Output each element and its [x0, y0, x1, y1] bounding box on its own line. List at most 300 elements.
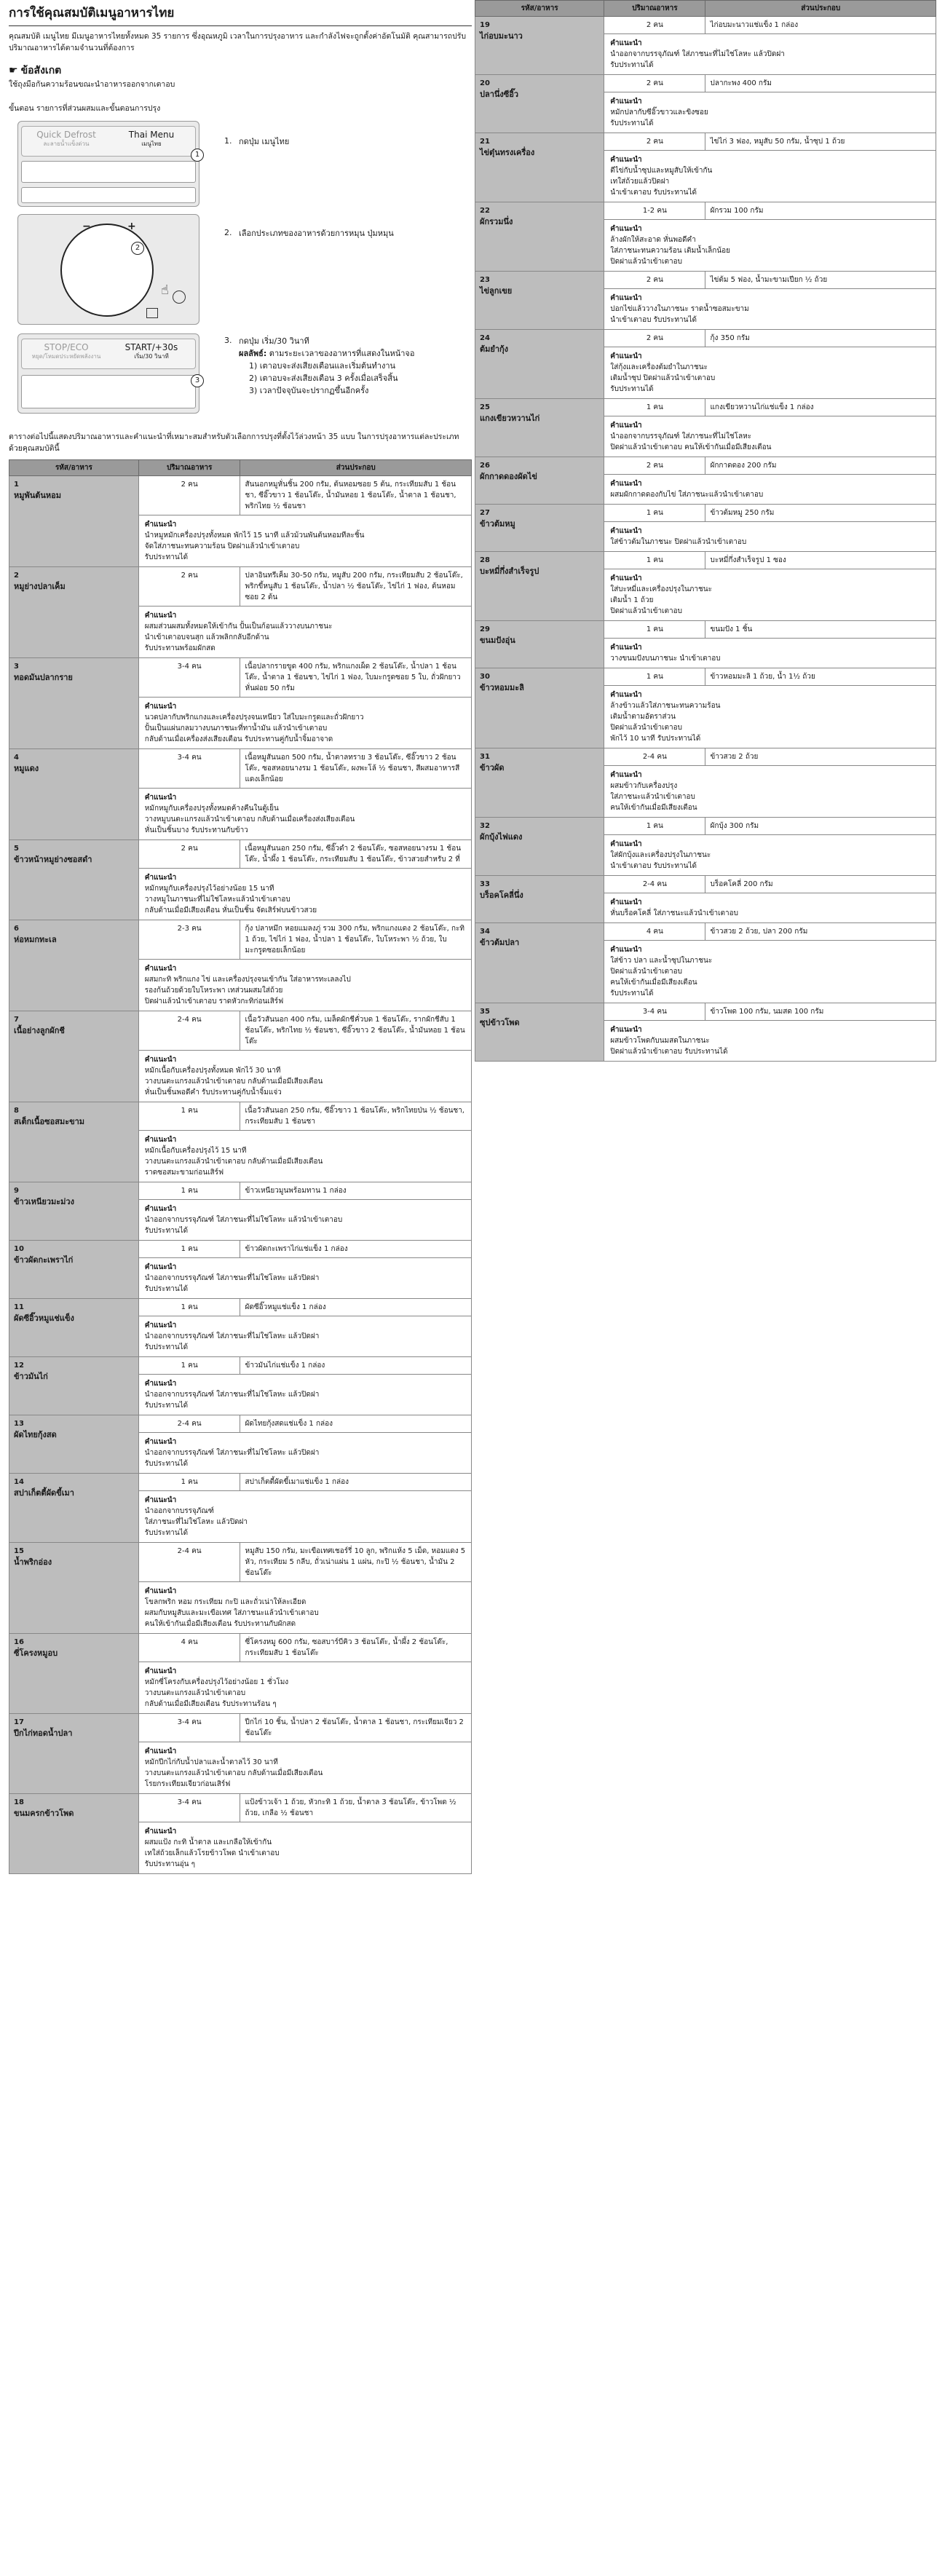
menu-name: ขนมครกข้าวโพด — [14, 1809, 74, 1819]
col-header-ingredients: ส่วนประกอบ — [240, 460, 472, 476]
menu-ingredients: สปาเก็ตตี้ผัดขี้เมาแช่แข็ง 1 กล่อง — [240, 1474, 472, 1491]
menu-number: 10 — [14, 1245, 24, 1254]
instruction-line: คนให้เข้ากันเมื่อมีเสียงเตือน — [610, 979, 697, 987]
instruction-line: ผสมส่วนผสมทั้งหมดให้เข้ากัน ปั้นเป็นก้อนแล้ววางบนภาชนะ — [144, 623, 333, 631]
instruction-line: หั่นเป็นชิ้นพอดีคำ รับประทานคู่กับน้ำจิ้มแจ่ว — [144, 1089, 282, 1097]
menu-name: หมูย่างปลาเค็ม — [14, 582, 66, 592]
menu-amount: 1 คน — [138, 1182, 240, 1200]
instruction-heading: คำแนะนำ — [144, 1321, 177, 1330]
instruction-line: นำออกจากบรรจุภัณฑ์ — [144, 1507, 214, 1516]
menu-amount: 4 คน — [138, 1634, 240, 1662]
instruction-line: นำเข้าเตาอบ รับประทานได้ — [610, 316, 697, 324]
instruction-line: โรยกระเทียมเจียวก่อนเสิร์ฟ — [144, 1780, 231, 1789]
menu-amount: 3-4 คน — [138, 749, 240, 789]
menu-name: ข้าวผัดกะเพราไก่ — [14, 1255, 74, 1265]
instruction-line: ปิดฝาแล้วนำเข้าเตาอบ คนให้เข้ากันเมื่อมีเสียงเตือน — [610, 443, 772, 451]
menu-instructions — [604, 475, 936, 505]
instruction-heading: คำแนะนำ — [144, 612, 177, 620]
menu-name: สปาเก็ตตี้ผัดขี้เมา — [14, 1488, 74, 1498]
menu-ingredients: ข้าวเหนียวมูนพร้อมทาน 1 กล่อง — [240, 1182, 472, 1200]
menu-name-cell — [475, 399, 604, 457]
menu-name: ซี่โครงหมูอบ — [14, 1648, 58, 1659]
menu-name: ผัดไทยกุ้งสด — [14, 1430, 57, 1440]
instruction-line: ปิดฝาแล้วนำเข้าเตาอบ — [610, 258, 682, 266]
intro-text: คุณสมบัติ เมนูไทย มีเมนูอาหารไทยทั้งหมด 35 รายการ ซึ่งอุณหภูมิ เวลาในการปรุงอาหาร และกำลังไฟจะถูกตั้งค่าอัตโนมัติ คุณสามารถปรับปริมาณอาหารได้ตามจำนวนที่ต้องการ — [9, 31, 467, 53]
menu-amount: 2-4 คน — [138, 1011, 240, 1051]
instruction-line: นำเข้าเตาอบ รับประทานได้ — [610, 862, 697, 870]
menu-instructions — [138, 869, 471, 920]
instruction-heading: คำแนะนำ — [144, 1136, 177, 1145]
instruction-heading: คำแนะนำ — [610, 527, 642, 535]
menu-row — [9, 1102, 472, 1131]
menu-row — [475, 748, 936, 766]
menu-name: น้ำพริกอ่อง — [14, 1557, 52, 1568]
menu-name-cell — [475, 876, 604, 923]
menu-number: 23 — [480, 276, 490, 284]
menu-row — [475, 818, 936, 835]
menu-name: หมูพันต้นหอม — [14, 491, 62, 501]
menu-name: บะหมี่กึ่งสำเร็จรูป — [480, 566, 539, 576]
finger-press-icon: ☝ — [161, 282, 169, 298]
menu-amount: 1-2 คน — [604, 202, 705, 220]
menu-name: ข้าวผัด — [480, 763, 505, 773]
menu-name: ข้าวหอมมะลิ — [480, 683, 524, 692]
menu-row — [475, 621, 936, 639]
menu-amount: 4 คน — [604, 923, 705, 941]
menu-number: 22 — [480, 207, 490, 215]
menu-amount: 2 คน — [604, 75, 705, 92]
instruction-line: นำเข้าเตาอบจนสุก แล้วพลิกกลับอีกด้าน — [144, 633, 269, 642]
menu-ingredients: ผักบุ้ง 300 กรัม — [705, 818, 936, 835]
instruction-heading: คำแนะนำ — [610, 98, 642, 106]
menu-name-cell — [9, 840, 139, 920]
instruction-line: รับประทานได้ — [144, 1529, 189, 1538]
menu-row — [475, 75, 936, 92]
menu-name: ไข่ตุ๋นทรงเครื่อง — [480, 148, 535, 157]
instruction-line: จัดใส่ภาชนะทนความร้อน ปิดฝาแล้วนำเข้าเตาอบ — [144, 542, 300, 551]
menu-number: 26 — [480, 462, 490, 470]
menu-instructions — [604, 34, 936, 75]
menu-name: ข้าวหน้าหมูย่างซอสดำ — [14, 855, 92, 865]
instruction-heading: คำแนะนำ — [610, 574, 642, 582]
instruction-heading: คำแนะนำ — [610, 156, 642, 164]
instruction-line: หั่นบร็อคโคลี่ ใส่ภาชนะแล้วนำเข้าเตาอบ — [610, 909, 739, 917]
menu-name: ข้าวต้มปลา — [480, 938, 520, 947]
menu-ingredients: ปลาอินทรีเค็ม 30-50 กรัม, หมูสับ 200 กรัม, กระเทียมสับ 2 ช้อนโต๊ะ, พริกขี้หนูสับ 1 ช้อนโต๊ะ, น้ำปลา ½ ช้อนโต๊ะ, ไข่ไก่ 1 ฟอง, ต้นหอมซอย 2 ต้น — [240, 567, 472, 607]
menu-amount: 1 คน — [604, 552, 705, 569]
menu-name-cell — [475, 923, 604, 1003]
menu-instructions — [138, 515, 471, 567]
instruction-line: ปิดฝาแล้วนำเข้าเตาอบ ราดหัวกะทิก่อนเสิร์ฟ — [144, 997, 284, 1006]
menu-row — [9, 749, 472, 789]
menu-amount: 2 คน — [604, 272, 705, 289]
menu-number: 29 — [480, 625, 490, 633]
menu-ingredients: ข้าวต้มหมู 250 กรัม — [705, 505, 936, 522]
menu-number: 31 — [480, 753, 490, 761]
instruction-line: นำออกจากบรรจุภัณฑ์ ใส่ภาชนะที่ไม่ใช่โลหะ แล้วปิดฝา — [144, 1391, 320, 1399]
instruction-line: รับประทานได้ — [610, 385, 654, 393]
instruction-heading: คำแนะนำ — [144, 1667, 177, 1676]
menu-number: 7 — [14, 1016, 19, 1024]
menu-name: ผัดซีอิ๊วหมูแช่แข็ง — [14, 1313, 74, 1324]
menu-number: 16 — [14, 1638, 24, 1647]
menu-instructions — [604, 686, 936, 748]
instruction-line: รับประทานได้ — [144, 553, 189, 562]
instruction-line: รับประทานได้ — [144, 1285, 189, 1294]
menu-ingredients: เนื้อวัวสันนอก 400 กรัม, เมล็ดผักชีคั่วบด 1 ช้อนโต๊ะ, รากผักชีสับ 1 ช้อนโต๊ะ, พริกไทย ½ ช้อนชา, ซีอิ๊วขาว 2 ช้อนโต๊ะ, น้ำมันหอย 1 ช้อนโต๊ะ — [240, 1011, 472, 1051]
menu-number: 27 — [480, 509, 490, 517]
thai-menu-button[interactable]: Thai Menu เมนูไทย — [128, 129, 175, 148]
menu-instructions — [604, 92, 936, 133]
tip-text: ใช้ถุงมือกันความร้อนขณะนำอาหารออกจากเตาอบ — [9, 80, 175, 90]
instruction-line: วางหมูบนตะแกรงแล้วนำเข้าเตาอบ กลับด้านเมื่อเครื่องส่งเสียงเตือน — [144, 815, 355, 824]
instruction-line: ผสมแป้ง กะทิ น้ำตาล และเกลือให้เข้ากัน — [144, 1838, 272, 1847]
instruction-line: ผสมผักกาดดองกับไข่ ใส่ภาชนะแล้วนำเข้าเตาอบ — [610, 491, 764, 499]
instruction-line: รับประทานอุ่น ๆ — [144, 1860, 196, 1869]
menu-name: ผักกาดดองผัดไข่ — [480, 472, 537, 481]
menu-instructions — [138, 1131, 471, 1182]
menu-name-cell — [9, 1794, 139, 1874]
menu-name: ข้าวเหนียวมะม่วง — [14, 1197, 74, 1207]
menu-name: ไข่ลูกเขย — [480, 286, 513, 296]
menu-amount: 1 คน — [604, 399, 705, 416]
menu-row — [475, 17, 936, 34]
menu-name-cell — [9, 1299, 139, 1357]
menu-amount: 2 คน — [604, 457, 705, 475]
menu-name-cell — [475, 1003, 604, 1062]
step2-control-panel — [17, 214, 199, 325]
instruction-heading: คำแนะนำ — [610, 898, 642, 906]
menu-amount: 2 คน — [604, 330, 705, 347]
menu-ingredients: ข้าวผัดกะเพราไก่แช่แข็ง 1 กล่อง — [240, 1241, 472, 1258]
menu-number: 20 — [480, 79, 490, 87]
menu-number: 4 — [14, 754, 19, 762]
instruction-heading: คำแนะนำ — [610, 294, 642, 302]
instruction-line: รับประทานได้ — [144, 1227, 189, 1236]
menu-name: ข้าวต้มหมู — [480, 519, 515, 529]
instruction-line: หั่นเป็นชิ้นบาง รับประทานกับข้าว — [144, 826, 248, 835]
step1-control-panel — [17, 121, 199, 207]
menu-amount: 2-4 คน — [138, 1415, 240, 1433]
menu-table-left — [9, 459, 472, 1874]
menu-ingredients: ปลากะพง 400 กรัม — [705, 75, 936, 92]
instruction-line: วางขนมปังบนภาชนะ นำเข้าเตาอบ — [610, 655, 721, 663]
menu-amount: 2 คน — [604, 17, 705, 34]
instruction-line: รับประทานได้ — [610, 119, 654, 127]
menu-row — [9, 920, 472, 960]
menu-name-cell — [475, 457, 604, 505]
instruction-line: ตีไข่กับน้ำซุปและหมูสับให้เข้ากัน — [610, 167, 713, 175]
step-text: เลือกประเภทของอาหารด้วยการหมุน ปุ่มหมุน — [239, 228, 394, 238]
instruction-line: คนให้เข้ากันเมื่อมีเสียงเตือน รับประทานกับผักสด — [144, 1620, 296, 1629]
menu-name-cell — [475, 133, 604, 202]
instruction-line: เติมน้ำ 1 ถ้วย — [610, 596, 654, 604]
menu-row — [475, 457, 936, 475]
menu-ingredients: ข้าวโพด 100 กรัม, นมสด 100 กรัม — [705, 1003, 936, 1021]
menu-table-right — [475, 0, 936, 1062]
menu-number: 6 — [14, 925, 19, 933]
instruction-heading: คำแนะนำ — [144, 1056, 177, 1064]
instruction-heading: คำแนะนำ — [610, 352, 642, 360]
menu-name: ผักบุ้งไฟแดง — [480, 832, 523, 842]
menu-ingredients: ข้าวสวย 2 ถ้วย, ปลา 200 กรัม — [705, 923, 936, 941]
menu-number: 30 — [480, 673, 490, 681]
instruction-heading: คำแนะนำ — [144, 1263, 177, 1272]
menu-row — [475, 330, 936, 347]
menu-number: 5 — [14, 845, 19, 853]
menu-ingredients: แป้งข้าวเจ้า 1 ถ้วย, หัวกะทิ 1 ถ้วย, น้ำตาล 3 ช้อนโต๊ะ, ข้าวโพด ½ ถ้วย, เกลือ ½ ช้อนชา — [240, 1794, 472, 1822]
menu-instructions — [138, 1316, 471, 1357]
menu-amount: 2-4 คน — [604, 876, 705, 893]
menu-amount: 1 คน — [138, 1299, 240, 1316]
menu-name: ต้มยำกุ้ง — [480, 344, 509, 354]
menu-number: 9 — [14, 1187, 19, 1196]
menu-row — [9, 1794, 472, 1822]
instruction-heading: คำแนะนำ — [610, 480, 642, 488]
instruction-line: ปั้นเป็นแผ่นกลมวางบนภาชนะที่ทาน้ำมัน แล้วนำเข้าเตาอบ — [144, 724, 328, 733]
button-row — [21, 126, 196, 157]
instruction-line: วางบนตะแกรงแล้วนำเข้าเตาอบ — [144, 1689, 246, 1698]
menu-instructions — [604, 941, 936, 1003]
menu-row — [9, 1543, 472, 1582]
menu-name-cell — [475, 552, 604, 621]
menu-instructions — [604, 569, 936, 621]
menu-amount: 2 คน — [138, 840, 240, 869]
instruction-line: ผสมข้าวโพดกับนมสดในภาชนะ — [610, 1037, 710, 1045]
menu-number: 24 — [480, 334, 490, 342]
instruction-heading: คำแนะนำ — [610, 946, 642, 954]
menu-row — [9, 1299, 472, 1316]
instruction-heading: คำแนะนำ — [144, 1205, 177, 1214]
menu-number: 3 — [14, 663, 19, 671]
menu-name-cell — [475, 818, 604, 876]
stop-eco-button[interactable]: STOP/ECO หยุด/โหมดประหยัดพลังงาน — [31, 341, 101, 360]
instruction-line: เติมน้ำตามอัตราส่วน — [610, 713, 676, 721]
instruction-line: ล้างผักให้สะอาด หั่นพอดีคำ — [610, 236, 696, 244]
menu-name-cell — [9, 1543, 139, 1634]
instruction-line: เทใส่ถ้วยแล้วปิดฝา — [610, 178, 670, 186]
menu-amount: 1 คน — [604, 668, 705, 686]
menu-row — [475, 133, 936, 151]
menu-number: 33 — [480, 880, 490, 888]
menu-instructions — [604, 835, 936, 876]
menu-name-cell — [9, 658, 139, 749]
instruction-line: หมักหมูกับเครื่องปรุงไว้อย่างน้อย 15 นาที — [144, 885, 274, 893]
instruction-line: นำออกจากบรรจุภัณฑ์ ใส่ภาชนะที่ไม่ใช่โลหะ แล้วนำเข้าเตาอบ — [144, 1216, 343, 1225]
step-badge-1: 1 — [191, 149, 204, 162]
instruction-line: วางบนตะแกรงแล้วนำเข้าเตาอบ กลับด้านเมื่อมีเสียงเตือน — [144, 1078, 323, 1086]
menu-name: ขนมปังอุ่น — [480, 636, 515, 645]
menu-number: 2 — [14, 572, 19, 580]
menu-name-cell — [9, 1357, 139, 1415]
menu-instructions — [138, 1433, 471, 1474]
instruction-line: หมักเนื้อกับเครื่องปรุงไว้ 15 นาที — [144, 1147, 247, 1155]
menu-ingredients: สันนอกหมูหั่นชิ้น 200 กรัม, ต้นหอมซอย 5 ต้น, กระเทียมสับ 1 ช้อนชา, ซีอิ๊วขาว 1 ช้อนโต๊ะ, น้ำมันหอย 1 ช้อนโต๊ะ, น้ำตาล 1 ช้อนชา, พริกไทย ½ ช้อนชา — [240, 476, 472, 515]
instruction-line: ปิดฝาแล้วนำเข้าเตาอบ — [610, 724, 682, 732]
start-button[interactable]: START/+30s เริ่ม/30 วินาที — [124, 341, 178, 360]
menu-ingredients: ข้าวมันไก่แช่แข็ง 1 กล่อง — [240, 1357, 472, 1375]
menu-name: หมูแดง — [14, 764, 39, 774]
instruction-heading: คำแนะนำ — [610, 39, 642, 47]
instruction-line: รับประทานได้ — [144, 1343, 189, 1352]
menu-name: ห่อหมกทะเล — [14, 935, 57, 945]
menu-name: ซุปข้าวโพด — [480, 1018, 520, 1027]
instruction-line: ใส่ข้าว ปลา และน้ำซุปในภาชนะ — [610, 957, 713, 965]
instruction-line: นำออกจากบรรจุภัณฑ์ ใส่ภาชนะที่ไม่ใช่โลหะ แล้วปิดฝา — [144, 1274, 320, 1283]
menu-number: 17 — [14, 1718, 24, 1727]
menu-row — [475, 552, 936, 569]
instruction-line: นวดปลากับพริกแกงและเครื่องปรุงจนเหนียว ใส่ใบมะกรูดและถั่วฝักยาว — [144, 714, 364, 722]
menu-name: ผักรวมนึ่ง — [480, 217, 513, 226]
menu-row — [475, 876, 936, 893]
instruction-line: นำออกจากบรรจุภัณฑ์ ใส่ภาชนะที่ไม่ใช่โลหะ — [610, 432, 752, 440]
menu-row — [9, 1474, 472, 1491]
menu-instructions — [138, 607, 471, 658]
menu-amount: 2 คน — [604, 133, 705, 151]
instruction-line: ใส่บะหมี่และเครื่องปรุงในภาชนะ — [610, 585, 712, 593]
menu-number: 35 — [480, 1008, 490, 1016]
menu-instructions — [138, 1375, 471, 1415]
menu-row — [475, 668, 936, 686]
instruction-heading: คำแนะนำ — [144, 1438, 177, 1447]
menu-name-cell — [9, 1182, 139, 1241]
instruction-line: นำออกจากบรรจุภัณฑ์ ใส่ภาชนะที่ไม่ใช่โลหะ แล้วปิดฝา — [144, 1449, 320, 1458]
menu-name: ทอดมันปลากราย — [14, 673, 73, 683]
menu-ingredients: เนื้อวัวสันนอก 250 กรัม, ซีอิ๊วขาว 1 ช้อนโต๊ะ, พริกไทยป่น ½ ช้อนชา, กระเทียมสับ 1 ช้อนชา — [240, 1102, 472, 1131]
instruction-line: กลับด้านเมื่อมีเสียงเตือน รับประทานร้อน ๆ — [144, 1700, 277, 1709]
menu-ingredients: หมูสับ 150 กรัม, มะเขือเทศเชอร์รี่ 10 ลูก, พริกแห้ง 5 เม็ด, หอมแดง 5 หัว, กระเทียม 5 กลีบ, ถั่วเน่าแผ่น 1 แผ่น, กะปิ ½ ช้อนชา, น้ำมัน 2 ช้อนโต๊ะ — [240, 1543, 472, 1582]
menu-amount: 1 คน — [138, 1474, 240, 1491]
instruction-line: นำออกจากบรรจุภัณฑ์ ใส่ภาชนะที่ไม่ใช่โลหะ แล้วปิดฝา — [610, 50, 785, 58]
step-number: 2. — [224, 227, 232, 237]
menu-instructions — [138, 1200, 471, 1241]
instruction-line: ใส่ผักบุ้งและเครื่องปรุงในภาชนะ — [610, 851, 711, 859]
instruction-line: ผสมกับหมูสับและมะเขือเทศ ใส่ภาชนะแล้วนำเข้าเตาอบ — [144, 1609, 319, 1618]
instruction-line: ผสมกะทิ พริกแกง ไข่ และเครื่องปรุงจนเข้ากัน ใส่อาหารทะเลลงไป — [144, 976, 351, 984]
step-text: กดปุ่ม เมนูไทย — [239, 136, 290, 146]
instruction-line: กลับด้านเมื่อเครื่องส่งเสียงเตือน รับประทานคู่กับน้ำจิ้มอาจาด — [144, 735, 333, 744]
instruction-line: ใส่ข้าวต้มในภาชนะ ปิดฝาแล้วนำเข้าเตาอบ — [610, 538, 747, 546]
menu-name-cell — [475, 621, 604, 668]
instruction-line: รองก้นถ้วยด้วยใบโหระพา เทส่วนผสมใส่ถ้วย — [144, 987, 283, 995]
menu-name: ข้าวมันไก่ — [14, 1372, 48, 1382]
instruction-line: หมักปีกไก่กับน้ำปลาและน้ำตาลไว้ 30 นาที — [144, 1758, 278, 1767]
instruction-line: รับประทานได้ — [144, 1402, 189, 1410]
instruction-line: นำหมูหมักเครื่องปรุงทั้งหมด พักไว้ 15 นาที แล้วม้วนพันต้นหอมทีละชิ้น — [144, 532, 365, 540]
instruction-heading: คำแนะนำ — [610, 644, 642, 652]
menu-name-cell — [9, 1415, 139, 1474]
step-badge-2: 2 — [131, 242, 144, 255]
menu-amount: 1 คน — [138, 1357, 240, 1375]
instruction-line: กลับด้านเมื่อมีเสียงเตือน หั่นเป็นชิ้น จัดเสิร์ฟบนข้าวสวย — [144, 906, 317, 915]
menu-number: 34 — [480, 928, 490, 936]
menu-instructions — [604, 347, 936, 399]
menu-name-cell — [475, 330, 604, 399]
menu-name-cell — [9, 1714, 139, 1794]
menu-amount: 1 คน — [604, 621, 705, 639]
menu-row — [475, 272, 936, 289]
menu-ingredients: ซี่โครงหมู 600 กรัม, ซอสบาร์บีคิว 3 ช้อนโต๊ะ, น้ำผึ้ง 2 ช้อนโต๊ะ, กระเทียมสับ 1 ช้อนโต๊ะ — [240, 1634, 472, 1662]
menu-name-cell — [9, 1474, 139, 1543]
menu-instructions — [138, 1491, 471, 1543]
menu-instructions — [138, 1742, 471, 1794]
menu-name: ปีกไก่ทอดน้ำปลา — [14, 1728, 73, 1739]
menu-number: 11 — [14, 1303, 24, 1312]
instruction-line: วางบนตะแกรงแล้วนำเข้าเตาอบ กลับด้านเมื่อมีเสียงเตือน — [144, 1158, 323, 1166]
menu-instructions — [604, 220, 936, 272]
menu-amount: 1 คน — [138, 1241, 240, 1258]
menu-number: 25 — [480, 403, 490, 411]
menu-name-cell — [475, 748, 604, 818]
menu-instructions — [604, 1021, 936, 1062]
step-1 — [9, 118, 472, 210]
menu-name-cell — [475, 202, 604, 272]
instruction-line: รับประทานได้ — [610, 61, 654, 69]
menu-amount: 2-4 คน — [604, 748, 705, 766]
menu-name: สเต็กเนื้อซอสมะขาม — [14, 1117, 85, 1127]
menu-number: 18 — [14, 1798, 24, 1807]
step-text: กดปุ่ม เริ่ม/30 วินาที ผลลัพธ์: ตามระยะเวลาของอาหารที่แสดงในหน้าจอ 1) เตาอบจะส่งเสียงเตือนและเริ่มต้นทำงาน 2) เตาอบจะส่งเสียงเตือน 3 ครั้งเมื่อเสร็จสิ้น 3) เวลาปัจจุบันจะปรากฏขึ้นอีกครั้ง — [239, 336, 415, 395]
menu-instructions — [604, 289, 936, 330]
instruction-heading: คำแนะนำ — [144, 1587, 177, 1596]
menu-ingredients: ผักกาดดอง 200 กรัม — [705, 457, 936, 475]
menu-row — [9, 1357, 472, 1375]
menu-amount: 2 คน — [138, 567, 240, 607]
menu-name-cell — [9, 920, 139, 1011]
quick-defrost-button[interactable]: Quick Defrost ละลายน้ำแข็งด่วน — [36, 129, 96, 148]
menu-instructions — [604, 522, 936, 552]
menu-row — [9, 567, 472, 607]
menu-name-cell — [9, 1102, 139, 1182]
right-column — [475, 0, 936, 1062]
instruction-heading: คำแนะนำ — [144, 1380, 177, 1388]
instruction-line: ล้างข้าวแล้วใส่ภาชนะทนความร้อน — [610, 702, 721, 710]
step-number: 3. — [224, 335, 232, 345]
instruction-line: หมักซี่โครงกับเครื่องปรุงไว้อย่างน้อย 1 ชั่วโมง — [144, 1678, 289, 1687]
menu-instructions — [138, 1662, 471, 1714]
instruction-heading: คำแนะนำ — [144, 703, 177, 711]
instruction-line: ใส่กุ้งและเครื่องต้มยำในภาชนะ — [610, 363, 708, 371]
menu-instructions — [604, 893, 936, 923]
menu-number: 32 — [480, 822, 490, 830]
instruction-line: ใส่ภาชนะทนความร้อน เติมน้ำเล็กน้อย — [610, 247, 731, 255]
display-bar-lower — [21, 187, 196, 203]
instruction-line: วางบนตะแกรงแล้วนำเข้าเตาอบ กลับด้านเมื่อมีเสียงเตือน — [144, 1769, 323, 1778]
menu-ingredients: ข้าวสวย 2 ถ้วย — [705, 748, 936, 766]
dial-knob[interactable] — [60, 224, 154, 317]
menu-ingredients: ผักรวม 100 กรัม — [705, 202, 936, 220]
menu-name-cell — [9, 1011, 139, 1102]
menu-ingredients: เนื้อหมูสันนอก 250 กรัม, ซีอิ๊วดำ 2 ช้อนโต๊ะ, ซอสหอยนางรม 1 ช้อนโต๊ะ, น้ำผึ้ง 1 ช้อนโต๊ะ, กระเทียมสับ 1 ช้อนโต๊ะ, ข้าวสวยสำหรับ 2 ที่ — [240, 840, 472, 869]
menu-ingredients: ผัดซีอิ๊วหมูแช่แข็ง 1 กล่อง — [240, 1299, 472, 1316]
instruction-heading: คำแนะนำ — [610, 771, 642, 779]
timer-icon — [173, 291, 186, 304]
instruction-line: หมักเนื้อกับเครื่องปรุงทั้งหมด พักไว้ 30 นาที — [144, 1067, 281, 1075]
menu-row — [9, 1241, 472, 1258]
instruction-line: วางหมูในภาชนะที่ไม่ใช่โลหะแล้วนำเข้าเตาอบ — [144, 896, 290, 904]
table-intro: ตารางต่อไปนี้แสดงปริมาณอาหารและคำแนะนำที่เหมาะสมสำหรับตัวเลือกการปรุงที่ตั้งไว้ล่วงหน้า 35 แบบ ในการปรุงอาหารแต่ละประเภทด้วยคุณสมบัตินี้ — [9, 432, 459, 454]
instruction-line: นำออกจากบรรจุภัณฑ์ ใส่ภาชนะที่ไม่ใช่โลหะ แล้วปิดฝา — [144, 1332, 320, 1341]
menu-row — [475, 505, 936, 522]
instruction-line: เทใส่ถ้วยเล็กแล้วโรยข้าวโพด นำเข้าเตาอบ — [144, 1849, 280, 1858]
menu-instructions — [138, 1582, 471, 1634]
instruction-heading: คำแนะนำ — [144, 794, 177, 802]
menu-amount: 3-4 คน — [138, 1794, 240, 1822]
menu-name-cell — [475, 75, 604, 133]
step-badge-3: 3 — [191, 374, 204, 387]
menu-amount: 1 คน — [604, 818, 705, 835]
menu-instructions — [138, 1258, 471, 1299]
